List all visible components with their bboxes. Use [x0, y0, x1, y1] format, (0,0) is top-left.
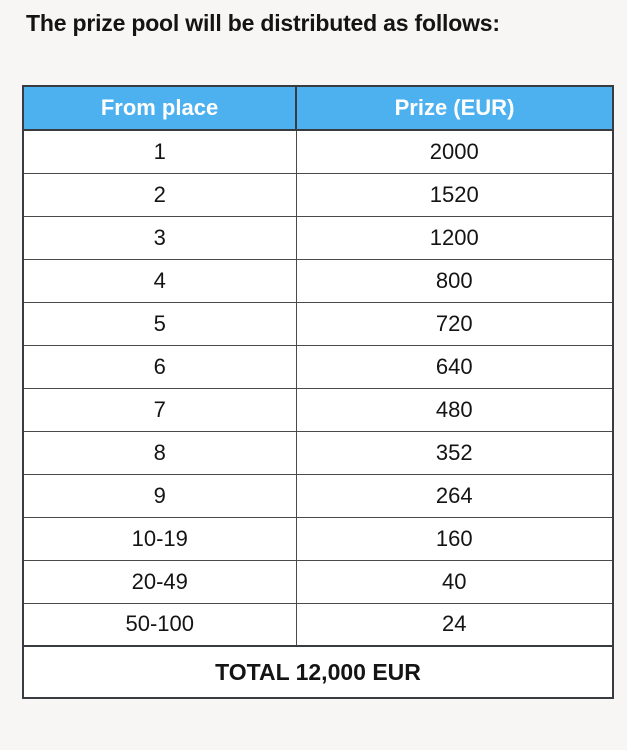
page-title: The prize pool will be distributed as follows: — [26, 10, 500, 36]
table-row — [23, 259, 613, 302]
prize-cell: 264 — [296, 474, 613, 517]
prize-cell: 160 — [296, 517, 613, 560]
table-row — [23, 603, 613, 646]
prize-cell: 40 — [296, 560, 613, 603]
table-row — [23, 388, 613, 431]
table-row — [23, 560, 613, 603]
place-cell: 20-49 — [23, 560, 296, 603]
place-cell: 7 — [23, 388, 296, 431]
place-cell: 9 — [23, 474, 296, 517]
place-cell: 5 — [23, 302, 296, 345]
prize-cell: 800 — [296, 259, 613, 302]
place-cell: 4 — [23, 259, 296, 302]
prize-cell: 1200 — [296, 216, 613, 259]
table-header-row — [23, 86, 613, 130]
table-row — [23, 345, 613, 388]
column-header-from-place: From place — [23, 86, 296, 130]
place-cell: 2 — [23, 173, 296, 216]
place-cell: 6 — [23, 345, 296, 388]
table-row — [23, 302, 613, 345]
table-row — [23, 431, 613, 474]
prize-cell: 352 — [296, 431, 613, 474]
table-body — [23, 130, 613, 646]
total-label: TOTAL 12,000 EUR — [23, 646, 613, 698]
prize-cell: 24 — [296, 603, 613, 646]
table-row — [23, 173, 613, 216]
table-row — [23, 130, 613, 173]
prize-cell: 640 — [296, 345, 613, 388]
total-row — [23, 646, 613, 698]
place-cell: 50-100 — [23, 603, 296, 646]
prize-distribution-table — [22, 85, 614, 699]
column-header-prize-eur: Prize (EUR) — [296, 86, 613, 130]
table-row — [23, 517, 613, 560]
table-row — [23, 474, 613, 517]
place-cell: 1 — [23, 130, 296, 173]
prize-cell: 1520 — [296, 173, 613, 216]
place-cell: 8 — [23, 431, 296, 474]
prize-cell: 480 — [296, 388, 613, 431]
place-cell: 3 — [23, 216, 296, 259]
place-cell: 10-19 — [23, 517, 296, 560]
table-row — [23, 216, 613, 259]
prize-cell: 2000 — [296, 130, 613, 173]
prize-cell: 720 — [296, 302, 613, 345]
